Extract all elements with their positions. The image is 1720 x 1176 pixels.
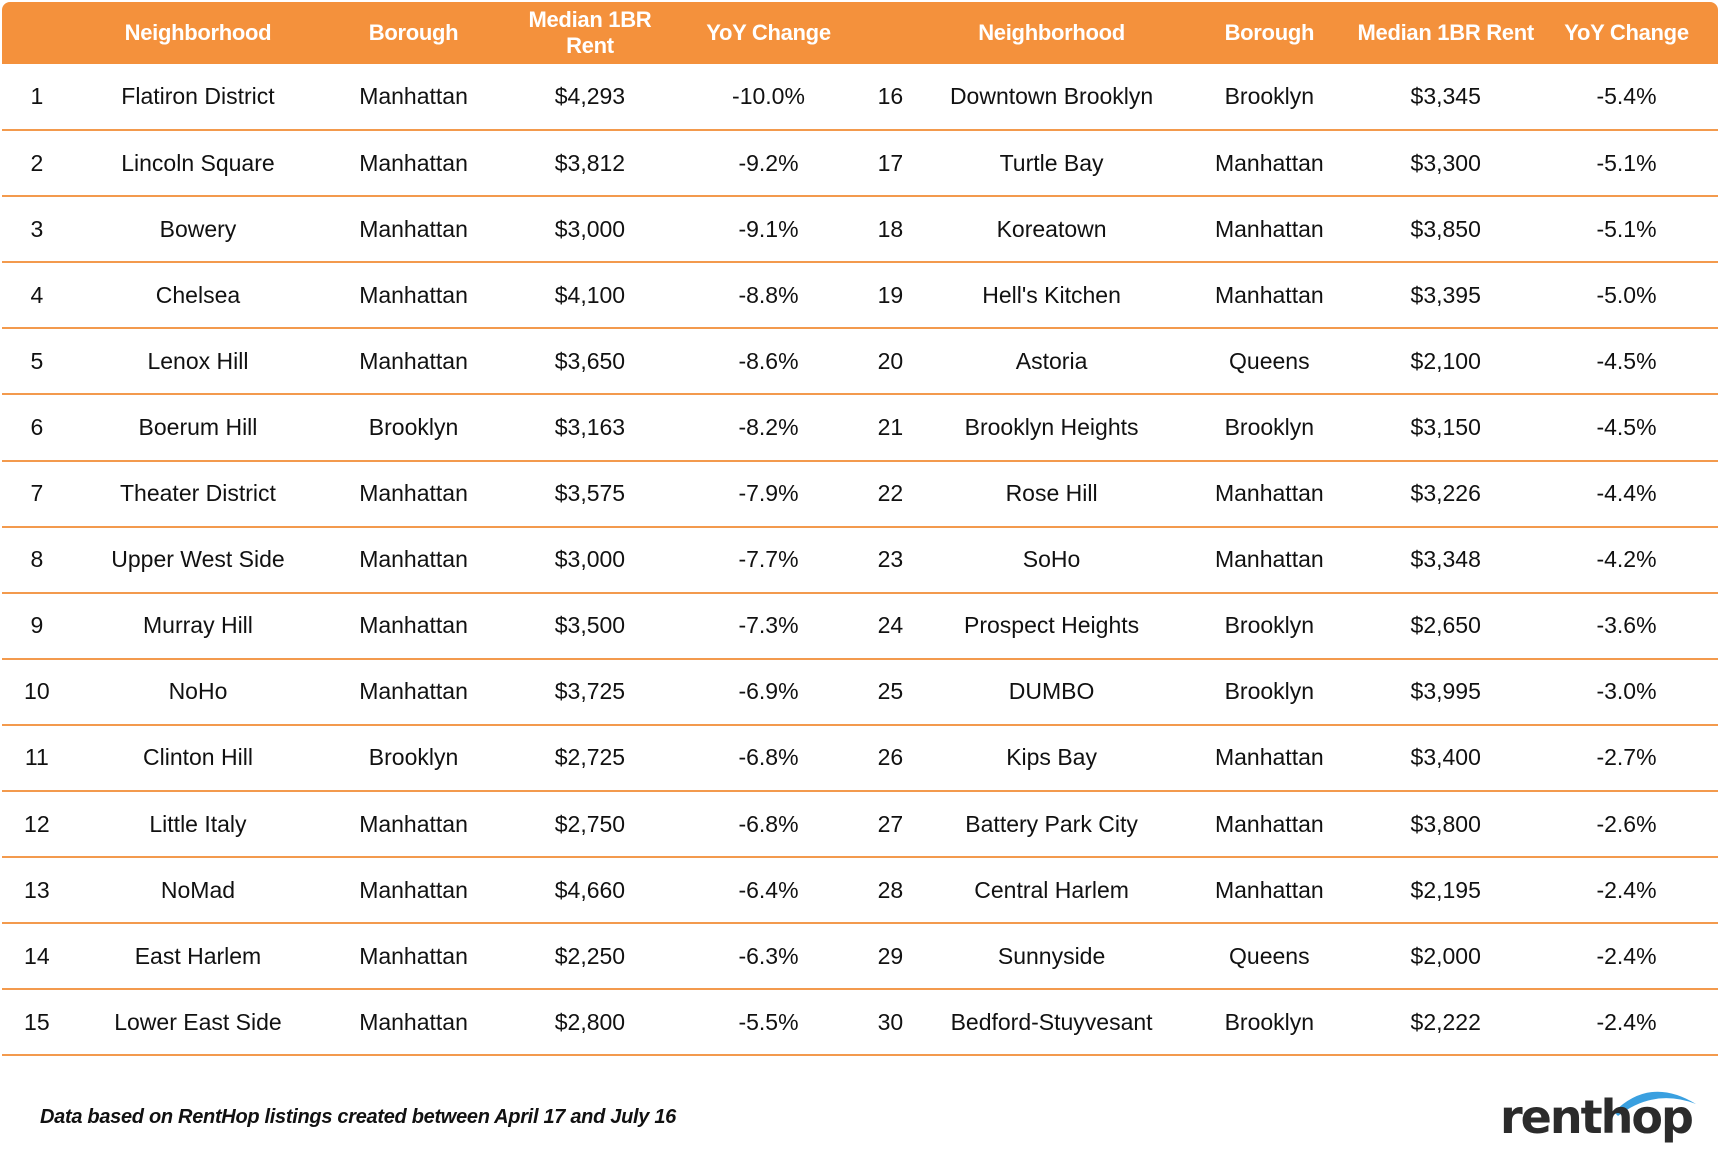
neighborhood-cell: Bedford-Stuyvesant <box>950 1008 1153 1035</box>
borough-cell: Manhattan <box>359 83 468 110</box>
median-rent-cell: $3,850 <box>1410 215 1481 242</box>
borough-header: Borough <box>324 2 503 64</box>
neighborhood-cell: DUMBO <box>1008 678 1095 705</box>
neighborhood-cell: Clinton Hill <box>143 744 253 771</box>
borough-cell: Brooklyn <box>368 744 459 771</box>
yoy-change-cell: -7.9% <box>738 480 799 507</box>
rank-cell: 5 <box>30 347 44 374</box>
yoy-change-cell: -10.0% <box>732 83 805 110</box>
borough-cell: Manhattan <box>1214 281 1324 308</box>
rank-cell: 21 <box>877 414 904 441</box>
borough-cell: Brooklyn <box>368 414 459 441</box>
rank-cell: 15 <box>24 1008 50 1035</box>
borough-cell: Queens <box>1229 942 1310 969</box>
neighborhood-cell: SoHo <box>1022 546 1081 573</box>
yoy-change-cell: -8.8% <box>738 281 799 308</box>
yoy-change-header: YoY Change <box>677 2 860 64</box>
logo-wordmark: renthop <box>1500 1090 1692 1144</box>
borough-cell: Manhattan <box>359 678 468 705</box>
rank-cell: 20 <box>877 347 904 374</box>
median-rent-cell: $3,575 <box>554 480 626 507</box>
borough-cell: Manhattan <box>359 1008 468 1035</box>
yoy-change-cell: -3.0% <box>1596 678 1657 705</box>
median-rent-cell: $3,725 <box>554 678 626 705</box>
yoy-change-cell: -9.2% <box>738 149 799 176</box>
table-row <box>2 262 1718 328</box>
rank-cell: 12 <box>24 810 50 837</box>
neighborhood-cell: Lenox Hill <box>147 347 249 374</box>
rank-cell: 4 <box>30 281 44 308</box>
table-row <box>2 196 1718 262</box>
median-rent-cell: $4,293 <box>554 83 626 110</box>
yoy-change-cell: -7.7% <box>738 546 799 573</box>
neighborhood-cell: NoHo <box>168 678 228 705</box>
rank-cell: 26 <box>877 744 904 771</box>
yoy-change-cell: -5.0% <box>1596 281 1657 308</box>
table-row <box>2 130 1718 196</box>
borough-cell: Manhattan <box>1214 149 1324 176</box>
borough-header-right: Borough <box>1182 2 1356 64</box>
neighborhood-cell: Sunnyside <box>997 942 1106 969</box>
median-rent-cell: $3,150 <box>1410 414 1481 441</box>
neighborhood-cell: Upper West Side <box>111 546 285 573</box>
borough-cell: Manhattan <box>1214 876 1324 903</box>
yoy-change-cell: -4.5% <box>1596 347 1657 374</box>
borough-cell: Manhattan <box>359 546 468 573</box>
table-row <box>2 64 1718 130</box>
median-rent-cell: $3,800 <box>1410 810 1481 837</box>
table-row <box>2 394 1718 460</box>
median-rent-cell: $4,100 <box>554 281 626 308</box>
median-rent-cell: $3,226 <box>1410 480 1481 507</box>
rent-table <box>2 2 1718 1056</box>
table-body <box>2 64 1718 1055</box>
rank-cell: 24 <box>877 612 904 639</box>
median-rent-cell: $3,400 <box>1410 744 1481 771</box>
yoy-change-cell: -6.8% <box>738 810 799 837</box>
rank-cell: 27 <box>877 810 904 837</box>
table-row <box>2 791 1718 857</box>
rank-cell: 29 <box>877 942 904 969</box>
rank-cell: 23 <box>877 546 904 573</box>
neighborhood-header: Neighborhood <box>72 2 325 64</box>
rank-cell: 22 <box>877 480 904 507</box>
borough-cell: Manhattan <box>359 149 468 176</box>
neighborhood-cell: Little Italy <box>149 810 247 837</box>
median-rent-cell: $2,650 <box>1410 612 1481 639</box>
median-rent-header: Median 1BR Rent <box>503 2 677 64</box>
table-row <box>2 659 1718 725</box>
yoy-change-cell: -5.5% <box>738 1008 799 1035</box>
neighborhood-cell: Downtown Brooklyn <box>949 83 1154 110</box>
table-header-row <box>2 2 1718 64</box>
yoy-change-cell: -2.7% <box>1596 744 1657 771</box>
borough-cell: Manhattan <box>359 215 468 242</box>
yoy-change-cell: -6.3% <box>738 942 799 969</box>
yoy-change-cell: -8.2% <box>738 414 799 441</box>
renthop-logo[interactable] <box>1500 1082 1700 1152</box>
rank-cell: 25 <box>877 678 904 705</box>
rank-header-right <box>860 2 921 64</box>
rank-cell: 9 <box>30 612 44 639</box>
median-rent-cell: $3,500 <box>554 612 626 639</box>
median-rent-cell: $2,222 <box>1410 1008 1481 1035</box>
table-row <box>2 725 1718 791</box>
neighborhood-cell: Kips Bay <box>1006 744 1097 771</box>
median-rent-cell: $2,750 <box>554 810 626 837</box>
borough-cell: Manhattan <box>359 347 468 374</box>
rent-table-container <box>2 2 1718 1056</box>
neighborhood-cell: Turtle Bay <box>999 149 1104 176</box>
median-rent-cell: $3,812 <box>554 149 626 176</box>
table-row <box>2 527 1718 593</box>
neighborhood-cell: East Harlem <box>134 942 262 969</box>
borough-cell: Manhattan <box>359 876 468 903</box>
neighborhood-cell: Flatiron District <box>121 83 275 110</box>
yoy-change-cell: -6.8% <box>738 744 799 771</box>
rank-cell: 16 <box>877 83 904 110</box>
borough-cell: Brooklyn <box>1224 1008 1315 1035</box>
yoy-change-cell: -7.3% <box>738 612 799 639</box>
median-rent-cell: $2,800 <box>554 1008 626 1035</box>
median-rent-cell: $3,395 <box>1410 281 1481 308</box>
table-row <box>2 593 1718 659</box>
rank-cell: 7 <box>30 480 44 507</box>
median-rent-cell: $3,995 <box>1410 678 1481 705</box>
neighborhood-cell: Bowery <box>159 215 237 242</box>
table-row <box>2 328 1718 394</box>
yoy-change-cell: -5.1% <box>1596 149 1657 176</box>
borough-cell: Manhattan <box>359 612 468 639</box>
borough-cell: Brooklyn <box>1224 678 1315 705</box>
neighborhood-cell: Lincoln Square <box>121 149 275 176</box>
rank-cell: 19 <box>877 281 904 308</box>
borough-cell: Brooklyn <box>1224 612 1315 639</box>
rank-cell: 18 <box>877 215 904 242</box>
yoy-change-cell: -5.1% <box>1596 215 1657 242</box>
borough-cell: Manhattan <box>1214 744 1324 771</box>
neighborhood-cell: NoMad <box>160 876 236 903</box>
yoy-change-cell: -2.4% <box>1596 876 1657 903</box>
rank-cell: 3 <box>30 215 44 242</box>
rank-cell: 2 <box>30 149 44 176</box>
borough-cell: Manhattan <box>1214 810 1324 837</box>
borough-cell: Manhattan <box>1214 215 1324 242</box>
borough-cell: Manhattan <box>359 480 468 507</box>
rank-cell: 28 <box>877 876 904 903</box>
neighborhood-cell: Murray Hill <box>143 612 253 639</box>
rank-cell: 1 <box>30 83 44 110</box>
median-rent-cell: $2,100 <box>1410 347 1481 374</box>
rank-cell: 17 <box>877 149 904 176</box>
neighborhood-cell: Koreatown <box>996 215 1107 242</box>
table-row <box>2 989 1718 1055</box>
yoy-change-cell: -9.1% <box>738 215 799 242</box>
rank-cell: 11 <box>24 744 49 771</box>
yoy-change-cell: -4.4% <box>1596 480 1657 507</box>
neighborhood-header-right: Neighborhood <box>921 2 1182 64</box>
neighborhood-cell: Rose Hill <box>1005 480 1098 507</box>
yoy-change-cell: -3.6% <box>1596 612 1657 639</box>
yoy-change-cell: -4.2% <box>1596 546 1657 573</box>
neighborhood-cell: Chelsea <box>155 281 241 308</box>
table-row <box>2 461 1718 527</box>
median-rent-cell: $3,345 <box>1410 83 1481 110</box>
neighborhood-cell: Theater District <box>120 480 276 507</box>
table-row <box>2 857 1718 923</box>
table-row <box>2 923 1718 989</box>
neighborhood-cell: Prospect Heights <box>964 612 1140 639</box>
borough-cell: Brooklyn <box>1224 83 1315 110</box>
neighborhood-cell: Central Harlem <box>974 876 1129 903</box>
rank-cell: 14 <box>24 942 50 969</box>
median-rent-cell: $3,348 <box>1410 546 1481 573</box>
borough-cell: Manhattan <box>359 942 468 969</box>
neighborhood-cell: Brooklyn Heights <box>964 414 1139 441</box>
median-rent-cell: $3,300 <box>1410 149 1481 176</box>
rank-cell: 6 <box>30 414 44 441</box>
rank-cell: 13 <box>24 876 50 903</box>
borough-cell: Manhattan <box>1214 546 1324 573</box>
yoy-change-cell: -2.4% <box>1596 942 1657 969</box>
median-rent-cell: $2,250 <box>554 942 626 969</box>
median-rent-cell: $2,195 <box>1410 876 1481 903</box>
borough-cell: Manhattan <box>359 810 468 837</box>
neighborhood-cell: Hell's Kitchen <box>982 281 1121 308</box>
neighborhood-cell: Boerum Hill <box>138 414 258 441</box>
yoy-change-cell: -8.6% <box>738 347 799 374</box>
median-rent-cell: $3,000 <box>554 215 626 242</box>
median-rent-cell: $2,000 <box>1410 942 1481 969</box>
neighborhood-cell: Lower East Side <box>114 1008 282 1035</box>
borough-cell: Queens <box>1229 347 1310 374</box>
yoy-change-header-right: YoY Change <box>1535 2 1718 64</box>
median-rent-cell: $4,660 <box>554 876 626 903</box>
yoy-change-cell: -5.4% <box>1596 83 1657 110</box>
yoy-change-cell: -2.6% <box>1596 810 1657 837</box>
rank-cell: 10 <box>24 678 50 705</box>
neighborhood-cell: Astoria <box>1015 347 1088 374</box>
median-rent-cell: $2,725 <box>554 744 626 771</box>
borough-cell: Brooklyn <box>1224 414 1315 441</box>
median-rent-cell: $3,650 <box>554 347 626 374</box>
rank-header <box>2 2 72 64</box>
neighborhood-cell: Battery Park City <box>965 810 1138 837</box>
yoy-change-cell: -6.4% <box>738 876 799 903</box>
borough-cell: Manhattan <box>359 281 468 308</box>
yoy-change-cell: -2.4% <box>1596 1008 1657 1035</box>
data-source-note: Data based on RentHop listings created between April 17 and July 16 <box>40 1106 676 1128</box>
yoy-change-cell: -6.9% <box>738 678 799 705</box>
yoy-change-cell: -4.5% <box>1596 414 1657 441</box>
median-rent-cell: $3,000 <box>554 546 626 573</box>
median-rent-header-right: Median 1BR Rent <box>1356 2 1535 64</box>
borough-cell: Manhattan <box>1214 480 1324 507</box>
rank-cell: 30 <box>877 1008 904 1035</box>
rank-cell: 8 <box>30 546 44 573</box>
median-rent-cell: $3,163 <box>554 414 626 441</box>
